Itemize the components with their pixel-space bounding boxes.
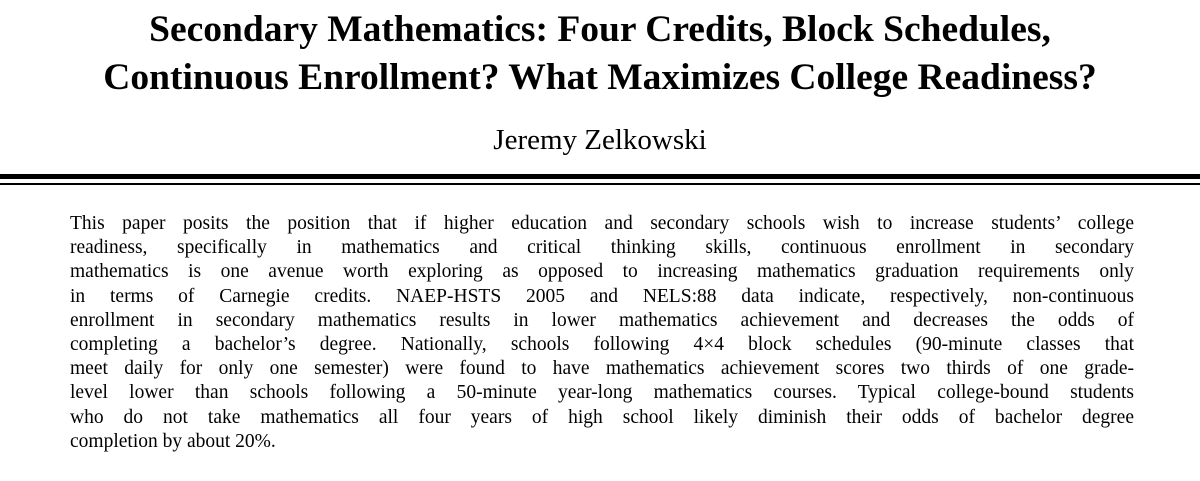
title-line: Continuous Enrollment? What Maximizes College Readiness?	[103, 57, 1097, 98]
abstract-line: who do not take mathematics all four years of high school likely diminish their odds of bachelor degree	[70, 406, 1134, 428]
abstract-line: This paper posits the position that if higher education and secondary schools wish to increase students’ college	[70, 213, 1134, 234]
header-divider-thick	[0, 174, 1200, 179]
abstract-line: enrollment in secondary mathematics results in lower mathematics achievement and decreases the odds of	[70, 309, 1134, 331]
abstract-line: in terms of Carnegie credits. NAEP-HSTS 2005 and NELS:88 data indicate, respectively, non-continuous	[70, 285, 1134, 307]
abstract-paragraph	[70, 212, 1134, 454]
abstract-line: completion by about 20%.	[70, 430, 276, 452]
abstract-line: mathematics is one avenue worth exploring as opposed to increasing mathematics graduation requirements only	[70, 261, 1134, 283]
abstract-line: readiness, specifically in mathematics and critical thinking skills, continuous enrollment in secondary	[70, 237, 1134, 259]
abstract-line: level lower than schools following a 50-minute year-long mathematics courses. Typical college-bound students	[70, 382, 1134, 404]
paper-title	[0, 6, 1200, 102]
header-divider-thin	[0, 183, 1200, 185]
author-name: Jeremy Zelkowski	[493, 124, 707, 156]
abstract-line: completing a bachelor’s degree. Nationally, schools following 4×4 block schedules (90-minute classes that	[70, 334, 1134, 356]
title-line: Secondary Mathematics: Four Credits, Block Schedules,	[149, 9, 1051, 50]
abstract-line: meet daily for only one semester) were found to have mathematics achievement scores two thirds of one grade-	[70, 358, 1134, 380]
